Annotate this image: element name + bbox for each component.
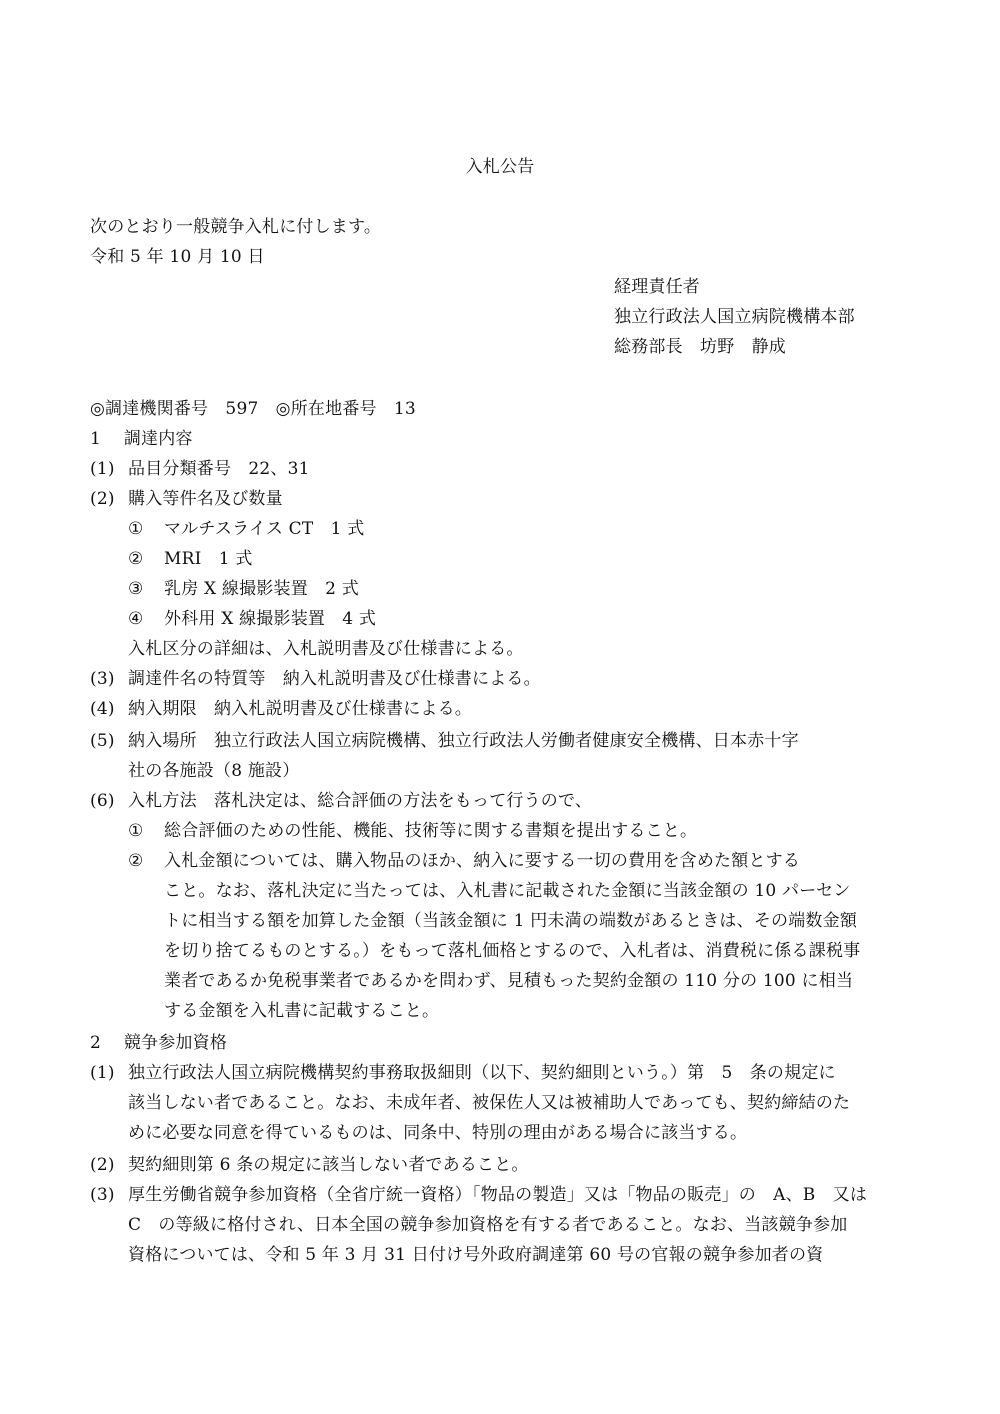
sec1-item-1: [90, 454, 310, 484]
product-item: [128, 514, 364, 544]
item-number: (1): [90, 1063, 115, 1083]
intro-text: 次のとおり一般競争入札に付します。: [90, 217, 382, 237]
product-text: MRI 1 式: [164, 549, 253, 569]
agency-codes: ◎調達機関番号 597 ◎所在地番号 13: [90, 399, 416, 419]
item-number: (3): [90, 669, 115, 689]
item-text-continued: C の等級に格付され、日本全国の競争参加資格を有する者であること。なお、当該競争参加: [128, 1215, 848, 1235]
bid-method-subitem: [128, 816, 697, 846]
circled-number: ①: [128, 519, 144, 539]
sec1-item-2: [90, 484, 283, 514]
product-item: [128, 604, 376, 634]
item-number: (3): [90, 1185, 115, 1205]
item-text-continued: 該当しない者であること。なお、未成年者、被保佐人又は被補助人であっても、契約締結のた: [128, 1093, 851, 1113]
sec1-item-3: [90, 664, 541, 694]
item-text: 調達件名の特質等 納入札説明書及び仕様書による。: [128, 669, 541, 689]
sec1-item-5: [90, 726, 799, 756]
subitem-text-continued: 業者であるか免税事業者であるかを問わず、見積もった契約金額の 110 分の 100 に相当: [164, 971, 854, 991]
subitem-text: 入札金額については、購入物品のほか、納入に要する一切の費用を含めた額とする: [164, 851, 801, 871]
product-text: 乳房 X 線撮影装置 2 式: [164, 579, 359, 599]
sec2-item-2: [90, 1150, 529, 1180]
item-text-continued: めに必要な同意を得ているものは、同条中、特別の理由がある場合に該当する。: [128, 1123, 748, 1143]
item-text: 独立行政法人国立病院機構契約事務取扱細則（以下、契約細則という。）第 5 条の規定に: [128, 1063, 836, 1083]
bid-division-note: 入札区分の詳細は、入札説明書及び仕様書による。: [128, 639, 524, 659]
signatory-role: 経理責任者: [614, 277, 700, 297]
circled-number: ②: [128, 851, 144, 871]
item-number: (5): [90, 731, 115, 751]
section-2-heading: 2 競争参加資格: [90, 1033, 228, 1053]
item-number: (6): [90, 791, 115, 811]
item-number: (1): [90, 459, 115, 479]
circled-number: ①: [128, 821, 144, 841]
subitem-text-continued: を切り捨てるものとする。）をもって落札価格とするので、入札者は、消費税に係る課税事: [164, 941, 861, 961]
signatory-org: 独立行政法人国立病院機構本部: [614, 307, 855, 327]
item-text: 厚生労働省競争参加資格（全省庁統一資格）「物品の製造」又は「物品の販売」の A、B 又は: [128, 1185, 868, 1205]
sec1-item-6: [90, 786, 592, 816]
product-item: [128, 574, 359, 604]
item-text: 納入期限 納入札説明書及び仕様書による。: [128, 699, 472, 719]
item-text: 購入等件名及び数量: [128, 489, 283, 509]
circled-number: ④: [128, 609, 144, 629]
sec1-item-4: [90, 694, 472, 724]
document-title: 入札公告: [465, 157, 535, 177]
item-number: (2): [90, 1155, 115, 1175]
item-number: (4): [90, 699, 115, 719]
bid-method-subitem: [128, 846, 800, 876]
item-text: 納入場所 独立行政法人国立病院機構、独立行政法人労働者健康安全機構、日本赤十字: [128, 731, 799, 751]
subitem-text-continued: トに相当する額を加算した金額（当該金額に 1 円未満の端数があるときは、その端数金額: [164, 911, 858, 931]
item-text-continued: 資格については、令和 5 年 3 月 31 日付け号外政府調達第 60 号の官報の競争参加者の資: [128, 1245, 824, 1265]
signatory-name: 総務部長 坊野 静成: [614, 337, 786, 357]
item-text: 品目分類番号 22、31: [128, 459, 310, 479]
item-text: 契約細則第 6 条の規定に該当しない者であること。: [128, 1155, 529, 1175]
item-text-continued: 社の各施設（8 施設）: [128, 761, 300, 781]
section-1-heading: 1 調達内容: [90, 429, 193, 449]
sec2-item-1: [90, 1058, 836, 1088]
circled-number: ②: [128, 549, 144, 569]
subitem-text-continued: する金額を入札書に記載すること。: [164, 1001, 440, 1021]
item-number: (2): [90, 489, 115, 509]
circled-number: ③: [128, 579, 144, 599]
sec2-item-3: [90, 1180, 867, 1210]
item-text: 入札方法 落札決定は、総合評価の方法をもって行うので、: [128, 791, 593, 811]
notice-date: 令和 5 年 10 月 10 日: [90, 247, 265, 267]
product-text: マルチスライス CT 1 式: [164, 519, 365, 539]
product-item: [128, 544, 253, 574]
subitem-text: 総合評価のための性能、機能、技術等に関する書類を提出すること。: [164, 821, 698, 841]
product-text: 外科用 X 線撮影装置 4 式: [164, 609, 377, 629]
subitem-text-continued: こと。なお、落札決定に当たっては、入札書に記載された金額に当該金額の 10 パーセン: [164, 881, 851, 901]
